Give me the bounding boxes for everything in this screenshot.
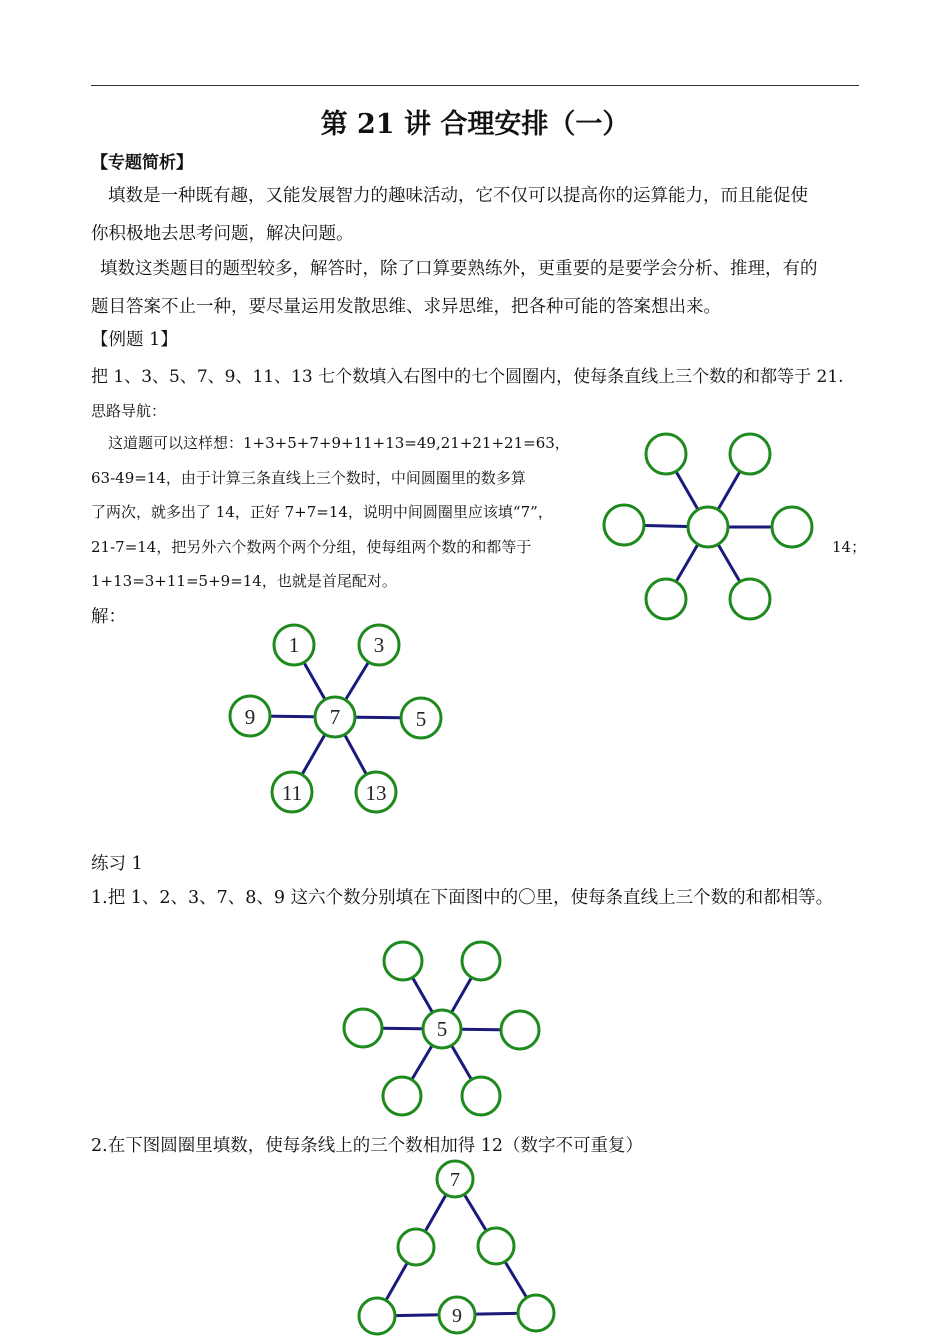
practice-2-triangle-diagram (350, 1155, 565, 1344)
example-heading: 【例题 1】 (91, 330, 178, 350)
example-problem: 把 1、3、5、7、9、11、13 七个数填入右图中的七个圆圈内，使每条直线上三个数的和都等于 21. (91, 367, 844, 387)
solution-left-value: 9 (244, 705, 256, 729)
triangle-top-value: 7 (450, 1169, 460, 1191)
hint-line-5: 1+13=3+11=5+9=14，也就是首尾配对。 (91, 572, 397, 590)
solution-top-left-value: 1 (288, 633, 300, 657)
example-circle-bottom-left (646, 579, 686, 619)
example-circle-left (604, 505, 644, 545)
intro-line-4: 题目答案不止一种，要尽量运用发散思维、求异思维，把各种可能的答案想出来。 (91, 297, 721, 317)
example-circle-bottom-right (730, 579, 770, 619)
intro-line-3: 填数这类题目的题型较多，解答时，除了口算要熟练外，更重要的是要学会分析、推理，有的 (100, 259, 818, 279)
example-circle-right (772, 507, 812, 547)
solution-label: 解： (91, 607, 126, 627)
header-rule (91, 85, 859, 86)
example-star-diagram (595, 425, 820, 630)
intro-heading: 【专题简析】 (91, 153, 193, 173)
hint-label: 思路导航： (91, 402, 167, 420)
solution-bottom-left-value: 11 (281, 781, 303, 805)
practice-1-text: 1.把 1、2、3、7、8、9 这六个数分别填在下面图中的〇里，使每条直线上三个数的和都相等。 (91, 888, 834, 908)
hint-tail: 14； (832, 538, 867, 556)
hint-line-1: 这道题可以这样想：1+3+5+7+9+11+13=49,21+21+21=63， (108, 434, 570, 452)
solution-bottom-right-value: 13 (365, 781, 387, 805)
hint-line-3: 了两次，就多出了 14，正好 7+7=14，说明中间圆圈里应该填“7”， (91, 503, 553, 521)
practice-1-star-diagram (338, 932, 548, 1122)
solution-top-right-value: 3 (373, 633, 385, 657)
hint-line-2: 63-49=14，由于计算三条直线上三个数时，中间圆圈里的数多算 (91, 469, 526, 487)
example-circle-top-right (730, 434, 770, 474)
solution-star-diagram (225, 618, 445, 818)
example-circle-center (688, 507, 728, 547)
practice-heading: 练习 1 (91, 854, 143, 874)
triangle-bottom-middle-value: 9 (452, 1305, 462, 1327)
solution-center-value: 7 (329, 705, 341, 729)
practice-2-text: 2.在下图圆圈里填数，使每条线上的三个数相加得 12（数字不可重复） (91, 1136, 644, 1156)
page-title: 第 21 讲 合理安排（一） (320, 109, 630, 140)
intro-line-2: 你积极地去思考问题，解决问题。 (91, 224, 354, 244)
example-circle-top-left (646, 434, 686, 474)
hint-line-4: 21-7=14，把另外六个数两个两个分组，使每组两个数的和都等于 (91, 538, 532, 556)
solution-right-value: 5 (415, 707, 427, 731)
practice-1-center-value: 5 (436, 1017, 448, 1041)
intro-line-1: 填数是一种既有趣，又能发展智力的趣味活动，它不仅可以提高你的运算能力，而且能促使 (108, 186, 808, 206)
